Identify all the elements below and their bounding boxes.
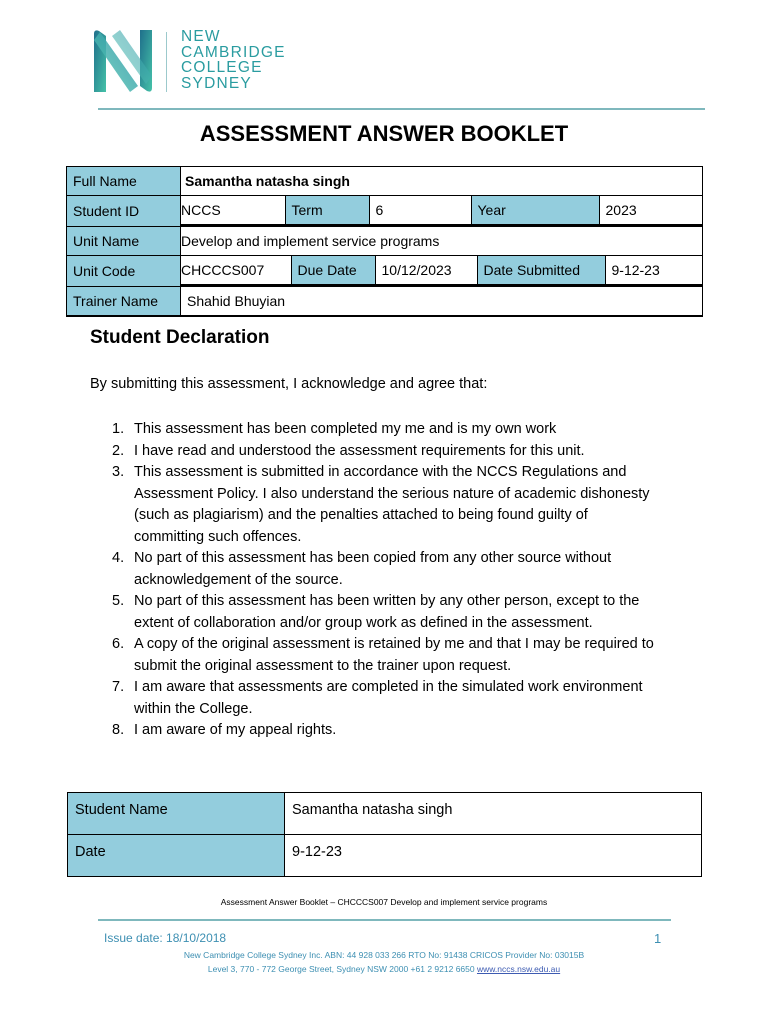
student-name-value[interactable]: Samantha natasha singh [292, 802, 453, 818]
logo-line-1: NEW [181, 28, 221, 45]
declaration-item-text: A copy of the original assessment is retained by me and that I may be required to [134, 636, 654, 652]
declaration-item-number: 4. [112, 550, 125, 566]
declaration-item-number: 7. [112, 679, 125, 695]
declaration-list [112, 419, 694, 742]
term-value[interactable]: 6 [369, 196, 471, 225]
declaration-item-text: acknowledgement of the source. [134, 571, 343, 588]
declaration-item-text: within the College. [134, 700, 253, 717]
page-title: ASSESSMENT ANSWER BOOKLET [199, 121, 569, 146]
declaration-item-text: I have read and understood the assessment requirements for this unit. [134, 442, 585, 459]
declaration-item-number: 1. [112, 421, 125, 437]
declaration-item-text: No part of this assessment has been written by any other person, except to the [134, 593, 640, 609]
footer-rule [98, 919, 671, 921]
declaration-item [112, 419, 694, 441]
date-label: Date [75, 844, 106, 860]
unit-code-label: Unit Code [67, 256, 181, 287]
declaration-item [112, 720, 694, 742]
declaration-item-number: 5. [112, 593, 125, 609]
trainer-label: Trainer Name [67, 287, 181, 317]
declaration-item [112, 548, 694, 591]
date-value[interactable]: 9-12-23 [292, 844, 342, 860]
date-submitted-value[interactable]: 9-12-23 [605, 256, 702, 285]
declaration-item-text: extent of collaboration and/or group work as defined in the assessment. [134, 614, 593, 631]
website-link[interactable]: www.nccs.nsw.edu.au [476, 964, 561, 974]
declaration-item-text: (such as plagiarism) and the penalties attached to being found guilty of [134, 507, 588, 523]
declaration-item [112, 634, 694, 677]
declaration-item [112, 591, 694, 634]
footer-address [0, 948, 768, 976]
row-student-id [67, 196, 703, 227]
declaration-item-text: This assessment has been completed my me and is my own work [134, 421, 557, 437]
declaration-item-text: This assessment is submitted in accordance with the NCCS Regulations and [134, 464, 627, 480]
row-unit-name [67, 227, 703, 256]
declaration-item-number: 6. [112, 636, 125, 652]
row-student-name [68, 793, 702, 835]
unit-name-value[interactable]: Develop and implement service programs [181, 227, 703, 256]
student-info-table [66, 166, 703, 317]
issue-date: Issue date: 18/10/2018 [104, 931, 227, 945]
year-value[interactable]: 2023 [599, 196, 702, 225]
footer-caption: Assessment Answer Booklet – CHCCCS007 Develop and implement service programs [220, 897, 548, 907]
declaration-item-text: I am aware of my appeal rights. [134, 722, 337, 738]
declaration-item-number: 3. [112, 464, 125, 480]
declaration-item [112, 462, 694, 548]
declaration-item-number: 8. [112, 722, 125, 738]
declaration-heading: Student Declaration [90, 327, 270, 348]
logo-line-2: CAMBRIDGE [181, 43, 286, 61]
college-name [181, 29, 286, 91]
term-label: Term [285, 196, 369, 225]
row-full-name [67, 167, 703, 196]
declaration-item-text: submit the original assessment to the trainer upon request. [134, 657, 512, 674]
unit-code-value[interactable]: CHCCCS007 [181, 256, 291, 285]
signature-table [67, 792, 702, 877]
due-date-label: Due Date [291, 256, 375, 285]
row-trainer [67, 287, 703, 317]
address-line [0, 962, 768, 976]
declaration-item [112, 677, 694, 720]
declaration-intro: By submitting this assessment, I acknowledge and agree that: [90, 376, 488, 392]
due-date-value[interactable]: 10/12/2023 [375, 256, 477, 285]
declaration-item-text: I am aware that assessments are completed in the simulated work environment [134, 679, 643, 695]
row-unit-code [67, 256, 703, 287]
student-id-label: Student ID [67, 196, 181, 227]
declaration-item [112, 441, 694, 463]
page-number: 1 [654, 931, 662, 946]
student-name-label: Student Name [75, 802, 168, 818]
student-id-value[interactable]: NCCS [181, 196, 285, 225]
full-name-value[interactable]: Samantha natasha singh [181, 167, 703, 196]
unit-name-label: Unit Name [67, 227, 181, 256]
nccs-logo-icon [90, 28, 156, 94]
logo-divider [166, 32, 167, 92]
declaration-item-text: No part of this assessment has been copied from any other source without [134, 550, 612, 566]
trainer-value[interactable]: Shahid Bhuyian [181, 287, 703, 317]
row-date [68, 835, 702, 877]
header-rule [98, 108, 705, 110]
logo-line-3: COLLEGE [181, 59, 263, 77]
company-line: New Cambridge College Sydney Inc. ABN: 44 928 033 266 RTO No: 91438 CRICOS Provider No: 03015B [183, 950, 585, 960]
full-name-label: Full Name [67, 167, 181, 196]
logo-line-4: SYDNEY [181, 74, 252, 92]
date-submitted-label: Date Submitted [477, 256, 605, 285]
address-text: Level 3, 770 - 772 George Street, Sydney NSW 2000 +61 2 9212 6650 [207, 964, 475, 974]
declaration-item-number: 2. [112, 442, 125, 459]
declaration-item-text: committing such offences. [134, 528, 302, 545]
declaration-item-text: Assessment Policy. I also understand the serious nature of academic dishonesty [134, 485, 650, 502]
year-label: Year [471, 196, 599, 225]
